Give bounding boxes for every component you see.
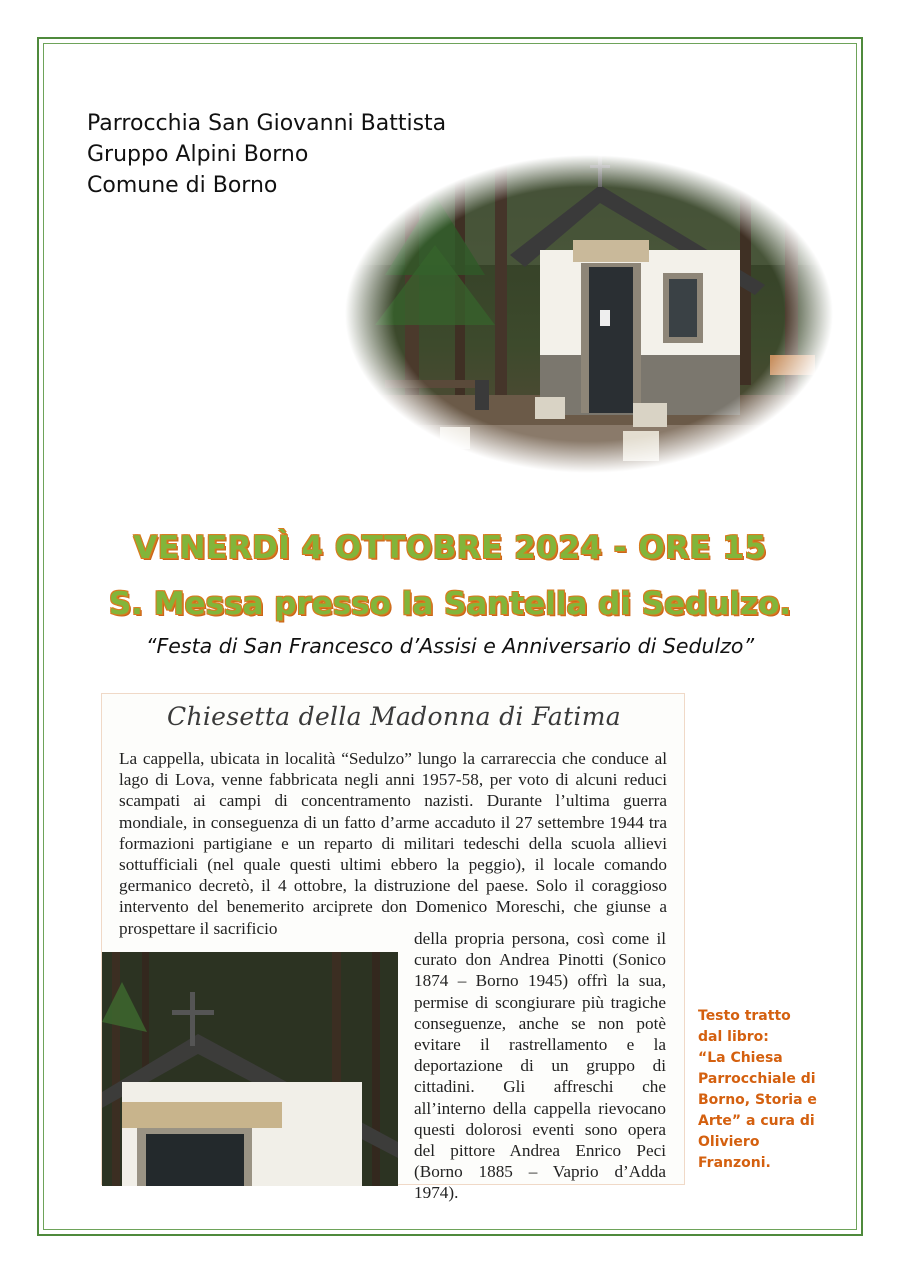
event-datetime: VENERDÌ 4 OTTOBRE 2024 - ORE 15: [133, 530, 767, 566]
source-line: Oliviero: [698, 1134, 760, 1150]
clipping-side-column: della propria persona, così come il curato don Andrea Pinotti (Sonico 1874 – Borno 1945) offrì la sua, permise di scongiurare più tragiche conseguenze, anche se non potè evitare il rastrellamento e la deportazione di un gruppo di cittadini. Gli affreschi che all’interno della cappella rievocano questi dolorosi eventi sono opera del pittore Andrea Enrico Peci (Borno 1885 – Vaprio d’Adda 1974).: [414, 929, 666, 1203]
clipping-body: La cappella, ubicata in località “Sedulzo” lungo la carrareccia che conduce al lago di Lova, venne fabbricata negli anni 1957-58, per voto di alcuni reduci scampati ai campi di concentramento nazisti. Durante l’ultima guerra mondiale, in conseguenza di un fatto d’arme accaduto il 27 settembre 1944 tra formazioni partigiane e un reparto di militari tedeschi della scuola allievi sottufficiali (nel quale questi ultimi ebbero la peggio), il locale comando germanico decretò, il 4 ottobre, la distruzione del paese. Solo il coraggioso intervento del benemerito arciprete don Domenico Moreschi, che giunse a prospettare il sacrificio: [119, 749, 667, 938]
clipping-title: Chiesetta della Madonna di Fatima: [167, 702, 621, 731]
source-note: [698, 1006, 823, 1174]
event-subtitle: “Festa di San Francesco d’Assisi e Anniversario di Sedulzo”: [145, 634, 755, 658]
source-line: Testo tratto: [698, 1008, 791, 1024]
source-line: “La Chiesa: [698, 1050, 783, 1066]
source-line: Franzoni.: [698, 1155, 771, 1171]
book-clipping: [101, 693, 685, 1203]
chapel-photo-small: [102, 952, 398, 1186]
organizer-parish: Parrocchia San Giovanni Battista: [87, 111, 447, 136]
organizer-comune: Comune di Borno: [87, 173, 278, 198]
event-title: S. Messa presso la Santella di Sedulzo.: [108, 586, 792, 622]
source-line: dal libro:: [698, 1029, 769, 1045]
source-line: Arte” a cura di: [698, 1113, 815, 1129]
source-line: Borno, Storia e: [698, 1092, 817, 1108]
organizer-alpini: Gruppo Alpini Borno: [87, 142, 309, 167]
source-line: Parrocchiale di: [698, 1071, 816, 1087]
chapel-photo: [345, 155, 833, 473]
